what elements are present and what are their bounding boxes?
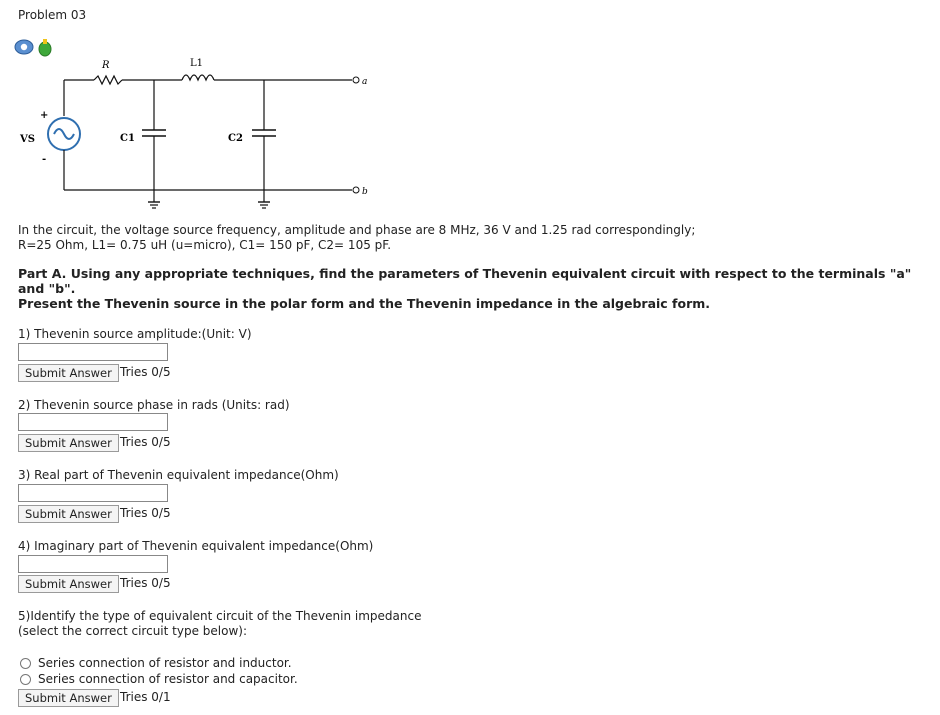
question-3-submit-button[interactable]: Submit Answer bbox=[18, 505, 119, 523]
question-1-tries: Tries 0/5 bbox=[120, 365, 171, 379]
question-5-tries: Tries 0/1 bbox=[120, 690, 171, 704]
label-minus: - bbox=[42, 154, 47, 165]
question-4-answer-input[interactable] bbox=[18, 555, 168, 573]
inductor-symbol bbox=[182, 75, 214, 80]
question-4-submit-button[interactable]: Submit Answer bbox=[18, 575, 119, 593]
question-4-tries: Tries 0/5 bbox=[120, 576, 171, 590]
question-2-submit-button[interactable]: Submit Answer bbox=[18, 434, 119, 452]
circuit-diagram bbox=[14, 50, 374, 225]
resistor-symbol bbox=[94, 76, 122, 84]
part-a-subheading: Present the Thevenin source in the polar form and the Thevenin impedance in the algebraic form. bbox=[18, 296, 711, 311]
description-line-1: In the circuit, the voltage source frequency, amplitude and phase are 8 MHz, 36 V and 1.25 rad correspondingly; bbox=[18, 223, 696, 237]
question-5-option-2[interactable] bbox=[20, 672, 298, 686]
question-1-answer-input[interactable] bbox=[18, 343, 168, 361]
question-3-label: 3) Real part of Thevenin equivalent impedance(Ohm) bbox=[18, 468, 339, 482]
question-2-answer-input[interactable] bbox=[18, 413, 168, 431]
label-r: R bbox=[102, 60, 110, 71]
question-5-option-1[interactable] bbox=[20, 656, 292, 670]
question-1-submit-button[interactable]: Submit Answer bbox=[18, 364, 119, 382]
problem-description bbox=[18, 223, 918, 253]
option-label: Series connection of resistor and inductor. bbox=[38, 656, 292, 670]
label-c1: C1 bbox=[120, 133, 135, 144]
label-terminal-b: b bbox=[362, 187, 368, 197]
option-label: Series connection of resistor and capacitor. bbox=[38, 672, 298, 686]
question-2-tries: Tries 0/5 bbox=[120, 435, 171, 449]
label-c2: C2 bbox=[228, 133, 243, 144]
problem-title: Problem 03 bbox=[18, 8, 87, 22]
question-5-label-line-2: (select the correct circuit type below): bbox=[18, 624, 247, 638]
label-terminal-a: a bbox=[362, 77, 368, 87]
question-2-label: 2) Thevenin source phase in rads (Units: rad) bbox=[18, 398, 290, 412]
part-a-heading: Part A. Using any appropriate techniques, find the parameters of Thevenin equivalent circuit with respect to the terminals "a" and "b". bbox=[18, 266, 912, 296]
question-5-submit-button[interactable]: Submit Answer bbox=[18, 689, 119, 707]
question-5-label-line-1: 5)Identify the type of equivalent circuit of the Thevenin impedance bbox=[18, 609, 422, 623]
description-line-2: R=25 Ohm, L1= 0.75 uH (u=micro), C1= 150 pF, C2= 105 pF. bbox=[18, 238, 392, 252]
question-4-label: 4) Imaginary part of Thevenin equivalent impedance(Ohm) bbox=[18, 539, 374, 553]
label-l1: L1 bbox=[190, 58, 204, 69]
radio-button[interactable] bbox=[20, 658, 31, 669]
label-plus: + bbox=[40, 110, 49, 121]
radio-button[interactable] bbox=[20, 674, 31, 685]
question-3-tries: Tries 0/5 bbox=[120, 506, 171, 520]
question-3-answer-input[interactable] bbox=[18, 484, 168, 502]
label-vs: VS bbox=[20, 134, 35, 145]
question-1-label: 1) Thevenin source amplitude:(Unit: V) bbox=[18, 327, 252, 341]
